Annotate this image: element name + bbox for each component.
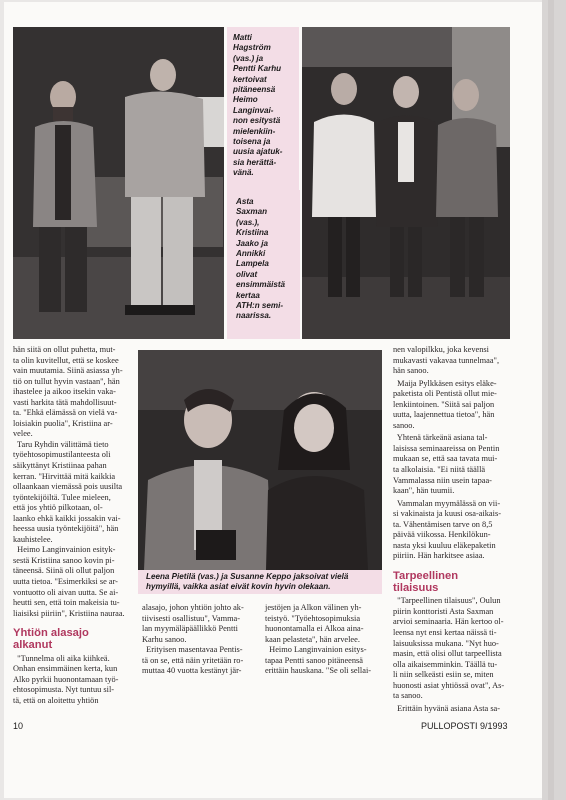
caption-center-line-2: hymyillä, vaikka asiat eivät kovin hyvin olekaan. — [146, 582, 331, 591]
col4-paragraph-1: nen valopilkku, joka kevensi mukavasti vakavaa tunnelmaa", hän sanoo. — [393, 345, 500, 376]
photo-two-men — [13, 27, 224, 339]
col3-paragraph-1: jestöjen ja Alkon välinen yh- teistyö. "Työehtosopimuksia huonontamalla ei Alkoa aina- kaan pelasteta", hän arvelee. — [265, 603, 364, 644]
col1-paragraph-3: Heimo Langinvainion esityk- sestä Kristiina sanoo kovin pi- täneensä. Siinä oli ollut paljon uutta tietoa. "Esimerkiksi se ar- vontuotto oli aivan uutta. Se ai- heutti sen, että toin makeisia tu- liaisiksi piiriin", Kristiina nauraa. — [13, 545, 125, 618]
col1-paragraph-2: Taru Ryhdin välittämä tieto työehtosopimustilanteesta oli säikyttänyt Kristiinaa pahan kerran. "Hirvittää mitä kaikkia ollaankaan viemässä pois uusilta työntekijöiltä. Tulee mieleen, että jos yhtiö pilkotaan, ol- laanko ehkä kaikki jossakin vai- heessa uusia työntekijöitä", hän kauhistelee. — [13, 439, 123, 544]
col4-paragraph-2: Maija Pylkkäsen esitys eläke- paketista oli Pentistä ollut mie- lenkiintoinen. "Siitä sai paljon uutta, laajennettua tietoa", hän sanoo. — [393, 378, 497, 430]
photo-three-women — [302, 27, 510, 339]
col4-paragraph-5: "Tarpeellinen tilaisuus", Oulun piirin konttoristi Asta Saxman arvioi seminaaria. Hän kertoo ol- leensa nyt ensi kertaa näissä ti- laisuuksissa mukana. "Nyt huo- masin, että olisi ollut tarpeellista olla aikaisemminkin. Täällä tu- li niin selkeästi esiin se, miten huonosti asiat yhtiössä ovat", As- ta sanoo. — [393, 596, 505, 701]
col3-paragraph-2: Heimo Langinvainion esitys- tapaa Pentti sanoo pitäneensä erittäin hauskana. "Se oli sellai- — [265, 645, 372, 676]
column-4 — [393, 345, 521, 714]
photo-two-women — [138, 350, 382, 570]
col4-paragraph-3: Yhtenä tärkeänä asiana tal- laisissa seminaareissa on Pentin mukaan se, että saa tavata mui- ta alkolaisia. "Ei niitä täällä Vammalassa niin usein tapaa- kaan", hän tuumii. — [393, 433, 500, 496]
col1-paragraph-1: hän siitä on ollut puhetta, mut- ta olin kuvitellut, että se koskee vain muutamia. Siinä asiassa yh- tiö on tullut hyvin vastaan", hän ihastelee ja aikoo itsekin vaka- vasti harkita tätä mahdollisuut- ta. "Ehkä elämässä on vielä va- loisiakin puolia", Kristiina ar- velee. — [13, 345, 123, 439]
caption-top-right: Asta Saxman (vas.), Kristiina Jaako ja Annikki Lampela olivat ensimmäistä kertaa ATH:n semi- naarissa. — [236, 197, 286, 321]
publication-name: PULLOPOSTI 9/1993 — [421, 721, 508, 731]
page-number: 10 — [13, 721, 24, 731]
column-1 — [13, 345, 137, 706]
col4-heading: Tarpeellinen tilaisuus — [393, 569, 459, 595]
col1-heading: Yhtiön alasajo alkanut — [13, 627, 89, 652]
page-edge — [542, 0, 566, 800]
col2-paragraph-1: alasajo, johon yhtiön johto ak- tiivisesti osallistuu", Vamma- lan myymäläpäällikkö Pentti Karhu sanoo. — [142, 603, 244, 644]
column-2 — [142, 603, 262, 677]
col4-paragraph-6: Erittäin hyvänä asiana Asta sa- — [393, 703, 501, 713]
column-3 — [265, 603, 383, 677]
col1-paragraph-4: "Tunnelma oli aika kiihkeä. Onhan ensimmäinen kerta, kun Alko pyrkii huonontamaan työ- ehtosopimusta. Nyt tuntuu sil- tä, että on aloitettu yhtiön — [13, 653, 119, 705]
col2-paragraph-2: Erityisen masentavaa Pentis- tä on se, että näin yritetään ro- muttaa 40 vuotta kestänyt jär- — [142, 645, 244, 676]
caption-center-line-1: Leena Pietilä (vas.) ja Susanne Keppo jaksoivat vielä — [146, 572, 349, 581]
col4-paragraph-4: Vammalan myymälässä on vii- si vakinaista ja kuusi osa-aikais- ta. Vähentämisen tarve on 8,5 päivää viikossa. Henkilökun- nasta yksi kuuluu eläkepaketin piiriin. Hän harkitsee asiaa. — [393, 498, 501, 561]
caption-top-middle: Matti Hagström (vas.) ja Pentti Karhu kertoivat pitäneensä Heimo Langinvai- non esitystä mielenkiin- toisena ja uusia ajatuk- sia herättä- vänä. — [233, 33, 283, 178]
page-edge-shadow — [548, 0, 554, 800]
